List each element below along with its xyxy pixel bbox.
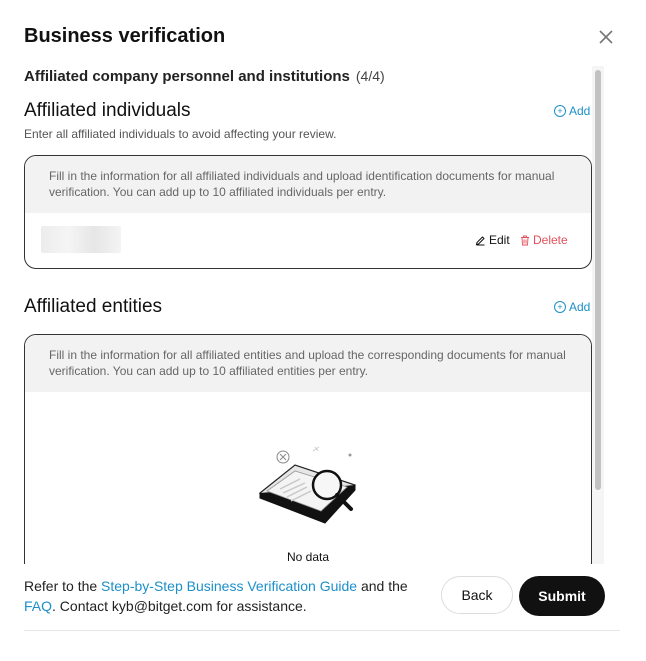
section-heading (24, 68, 385, 85)
section-progress: (4/4) (355, 68, 385, 84)
trash-icon (520, 235, 530, 246)
individuals-title: Affiliated individuals (24, 100, 191, 121)
help-suffix: . Contact kyb@bitget.com for assistance. (52, 598, 307, 614)
delete-individual-button[interactable] (520, 233, 568, 247)
help-middle: and the (357, 578, 408, 594)
section-heading-text: Affiliated company personnel and institutions (24, 68, 350, 85)
help-text (24, 576, 424, 616)
submit-button[interactable]: Submit (519, 576, 605, 616)
faq-link[interactable]: FAQ (24, 598, 53, 614)
individuals-info-text: Fill in the information for all affiliated individuals and upload identification documents for manual verification. You can add up to 10 affiliated individuals per entry. (25, 156, 591, 213)
entities-info-text: Fill in the information for all affiliated entities and upload the corresponding documents for manual verification. You can add up to 10 affiliated entities per entry. (25, 335, 591, 392)
add-individual-label: Add (569, 104, 591, 118)
delete-label: Delete (533, 233, 568, 247)
add-entity-label: Add (569, 300, 591, 314)
empty-state-text: No data (286, 550, 330, 564)
individuals-description: Enter all affiliated individuals to avoid affecting your review. (24, 127, 337, 141)
close-icon[interactable] (596, 27, 616, 47)
form-scroll-area (24, 66, 620, 564)
edit-individual-button[interactable] (475, 233, 510, 247)
entities-title: Affiliated entities (24, 296, 163, 317)
help-prefix: Refer to the (24, 578, 102, 594)
footer-divider (24, 630, 620, 631)
add-entity-button[interactable] (554, 300, 590, 314)
dialog-title: Business verification (24, 25, 226, 47)
back-button[interactable]: Back (441, 576, 513, 614)
plus-circle-icon: + (554, 301, 566, 313)
individuals-card (24, 155, 592, 269)
plus-circle-icon: + (554, 105, 566, 117)
scrollbar-thumb[interactable] (595, 70, 601, 490)
empty-document-icon (255, 445, 365, 525)
individual-name-redacted (41, 226, 121, 253)
edit-label: Edit (489, 233, 510, 247)
add-individual-button[interactable] (554, 104, 590, 118)
dialog-footer (24, 566, 606, 630)
pencil-icon (475, 235, 486, 246)
entities-card (24, 334, 592, 564)
guide-link[interactable]: Step-by-Step Business Verification Guide (101, 578, 358, 594)
